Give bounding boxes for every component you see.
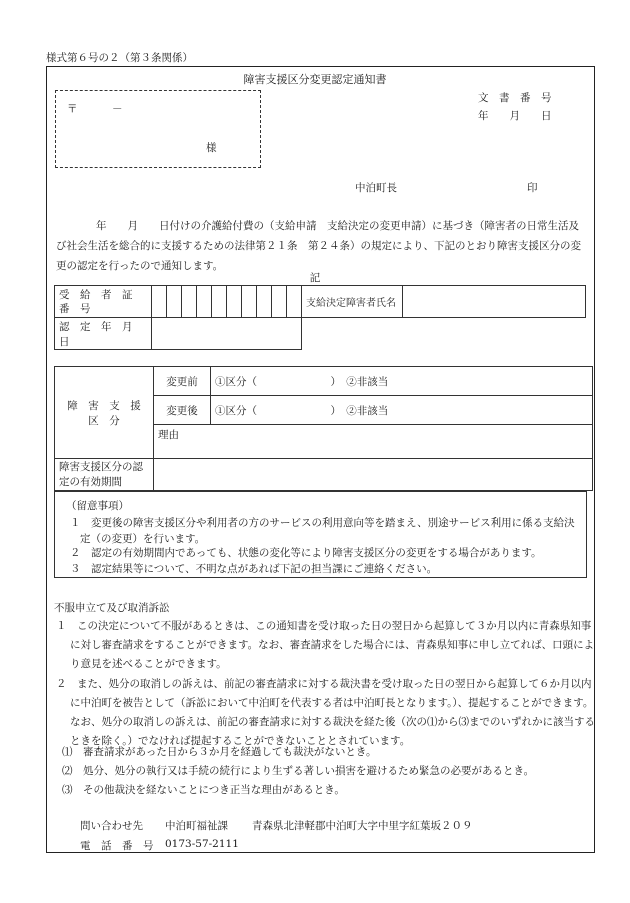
body-paragraph: 年 月 日付けの介護給付費の（支給申請 支給決定の変更申請）に基づき（障害者の日常生活及び社会生活を総合的に支援するための法律第２１条 第２４条）の規定により、下記のとおり障害支援区分の変更の認定を行ったので通知します。 [56,220,581,272]
honorific-sama: 様 [206,142,217,154]
reason-label[interactable]: 理由 [154,425,593,459]
recipient-name-cell[interactable] [403,286,586,318]
phone-number: 0173-57-2111 [165,838,239,850]
appeal-title: 不服申立て及び取消訴訟 [54,602,170,614]
issuer-name: 中泊町長 [355,182,397,194]
note-item-1: １ 変更後の障害支援区分や利用者の方のサービスの利用意向等を踏まえ、別途サービス利用に係る支給決定（の変更）を行います。 [70,517,575,545]
doc-number-label: 文 書 番 号 [478,92,552,104]
postal-dash: － [112,103,123,115]
address-box [55,90,261,168]
recipient-digit-cell[interactable] [197,286,212,318]
note-item-3: ３ 認定結果等について、不明な点があれば下記の担当課にご連絡ください。 [70,563,438,575]
validity-label: 障害支援区分の認定の有効期間 [55,459,154,491]
appeal-sub-1: ⑴ 審査請求があった日から３か月を経過しても裁決がないとき。 [62,746,377,758]
recipient-digit-cell[interactable] [182,286,197,318]
recipient-table [54,285,586,350]
recipient-digit-cell[interactable] [212,286,227,318]
recipient-name-label: 支給決定障害者氏名 [302,286,403,318]
after-value[interactable]: ①区分（ ） ②非該当 [211,396,593,425]
phone-label: 電 話 番 号 [80,840,154,852]
after-label: 変更後 [154,396,211,425]
recipient-number-label: 受 給 者 証 番 号 [55,286,152,318]
postal-mark: 〒 [67,103,78,115]
seal-mark: 印 [527,182,538,194]
recipient-digit-cell[interactable] [242,286,257,318]
cert-date-cell[interactable] [152,318,302,350]
date-label: 年 月 日 [478,110,552,122]
notes-title: （留意事項） [66,500,129,512]
appeal-sub-3: ⑶ その他裁決を経ないことにつき正当な理由があるとき。 [62,784,345,796]
before-label: 変更前 [154,367,211,396]
form-number: 様式第６号の２（第３条関係） [46,52,193,64]
ki-heading: 記 [309,272,321,284]
contact-dept: 中泊町福祉課 [165,820,228,832]
recipient-digit-cell[interactable] [167,286,182,318]
category-label: 障 害 支 援 区 分 [55,367,154,459]
recipient-digit-cell[interactable] [227,286,242,318]
appeal-item-1: １ この決定について不服があるときは、この通知書を受け取った日の翌日から起算して３か月以内に青森県知事に対し審査請求をすることができます。なお、審査請求をした場合には、青森県知事に申し立てれば、口頭により意見を述べることができます。 [56,620,595,670]
inquiry-label: 問い合わせ先 [80,820,143,832]
category-table [54,366,593,491]
contact-address: 青森県北津軽郡中泊町大字中里字紅葉坂２０９ [252,820,473,832]
recipient-digit-cell[interactable] [152,286,167,318]
cert-date-label: 認 定 年 月 日 [55,318,152,350]
appeal-sub-2: ⑵ 処分、処分の執行又は手続の続行により生ずる著しい損害を避けるため緊急の必要があるとき。 [62,765,535,777]
document-title: 障害支援区分変更認定通知書 [243,73,387,86]
note-item-2: ２ 認定の有効期間内であっても、状態の変化等により障害支援区分の変更をする場合があります。 [70,547,542,559]
recipient-digit-cell[interactable] [272,286,287,318]
validity-cell[interactable] [154,459,593,491]
recipient-digit-cell[interactable] [257,286,272,318]
recipient-digit-cell[interactable] [287,286,302,318]
appeal-item-2: ２ また、処分の取消しの訴えは、前記の審査請求に対する裁決書を受け取った日の翌日から起算して６か月以内に中泊町を被告として（訴訟において中泊町を代表する者は中泊町長となります。）、提起することができます。なお、処分の取消しの訴えは、前記の審査請求に対する裁決を経た後（次の⑴から⑶までのいずれかに該当するときを除く。）でなければ提起することができないこととされています。 [56,678,595,747]
before-value[interactable]: ①区分（ ） ②非該当 [211,367,593,396]
